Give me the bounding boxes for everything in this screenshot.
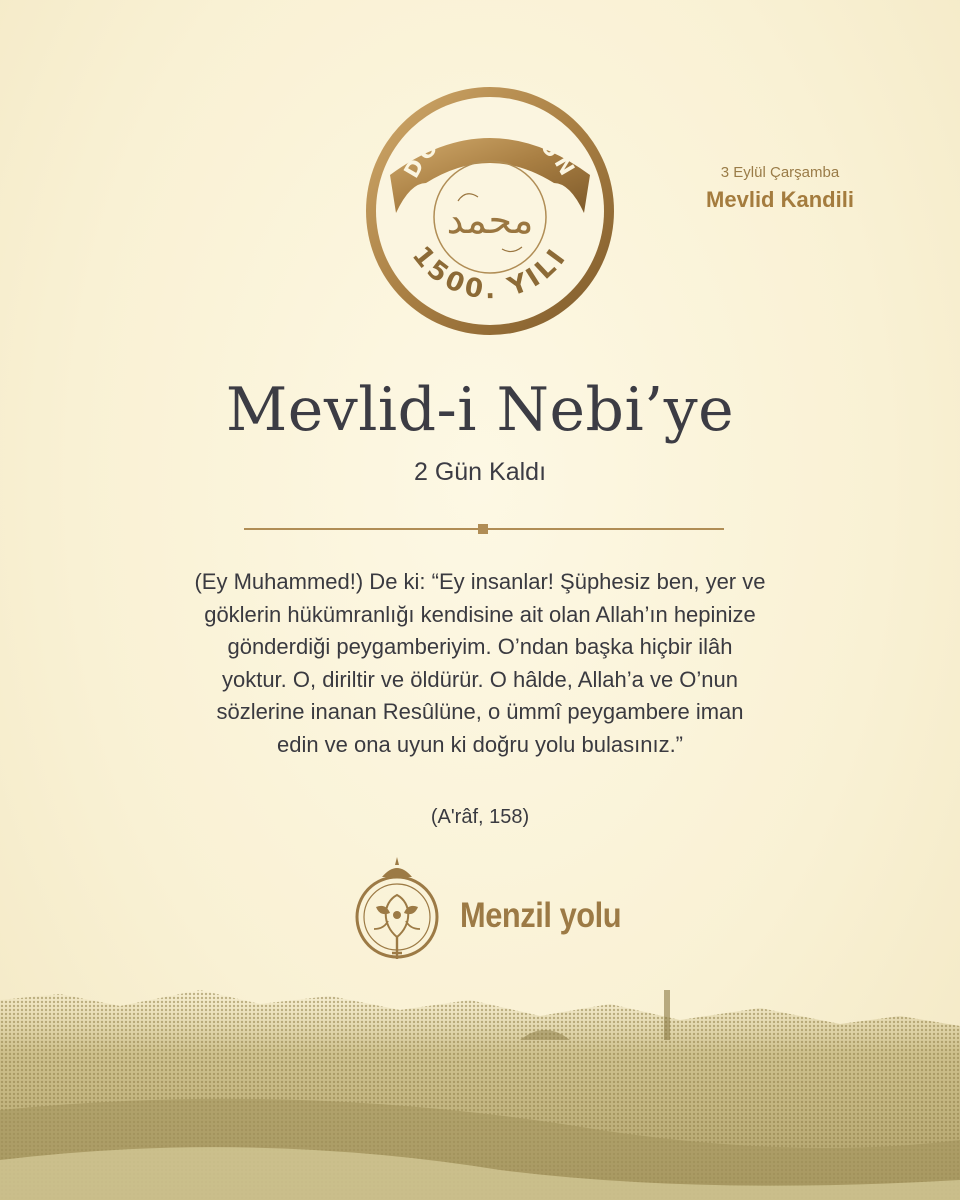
countdown-subtitle: 2 Gün Kaldı <box>413 458 547 486</box>
brand-name: Menzil yolu <box>460 896 622 935</box>
verse-line: (Ey Muhammed!) De ki: “Ey insanlar! Şüphesiz ben, yer ve <box>194 569 766 594</box>
verse-line: edin ve ona uyun ki doğru yolu bulasınız.” <box>276 731 684 757</box>
verse-line: göklerin hükümranlığı kendisine ait olan Allah’ın hepinize <box>204 601 756 627</box>
page-title: Mevlid-i Nebi’ye <box>225 375 735 445</box>
anniversary-badge <box>362 83 618 339</box>
event-name: Mevlid Kandili <box>706 187 854 212</box>
event-date: 3 Eylül Çarşamba <box>720 164 840 181</box>
badge-top-text: DOĞUMUNUN <box>399 111 581 182</box>
verse-line: gönderdiği peygamberiyim. O’ndan başka hiçbir ilâh <box>227 634 733 659</box>
floral-emblem-icon <box>352 855 442 963</box>
verse-line: yoktur. O, diriltir ve öldürür. O hâlde, Allah’a ve O’nun <box>221 666 739 692</box>
divider-ornament-icon <box>478 524 488 534</box>
town-landscape-image <box>0 960 960 1200</box>
event-date-block <box>660 164 900 213</box>
verse-line: sözlerine inanan Resûlüne, o ümmî peygambere iman <box>216 699 744 724</box>
badge-bottom-text: 1500. YILI <box>405 240 574 306</box>
badge-graphic <box>362 83 618 339</box>
verse-text <box>100 566 860 761</box>
verse-reference: (A'râf, 158) <box>430 806 530 828</box>
calligraphy-text: محمد <box>446 198 534 242</box>
